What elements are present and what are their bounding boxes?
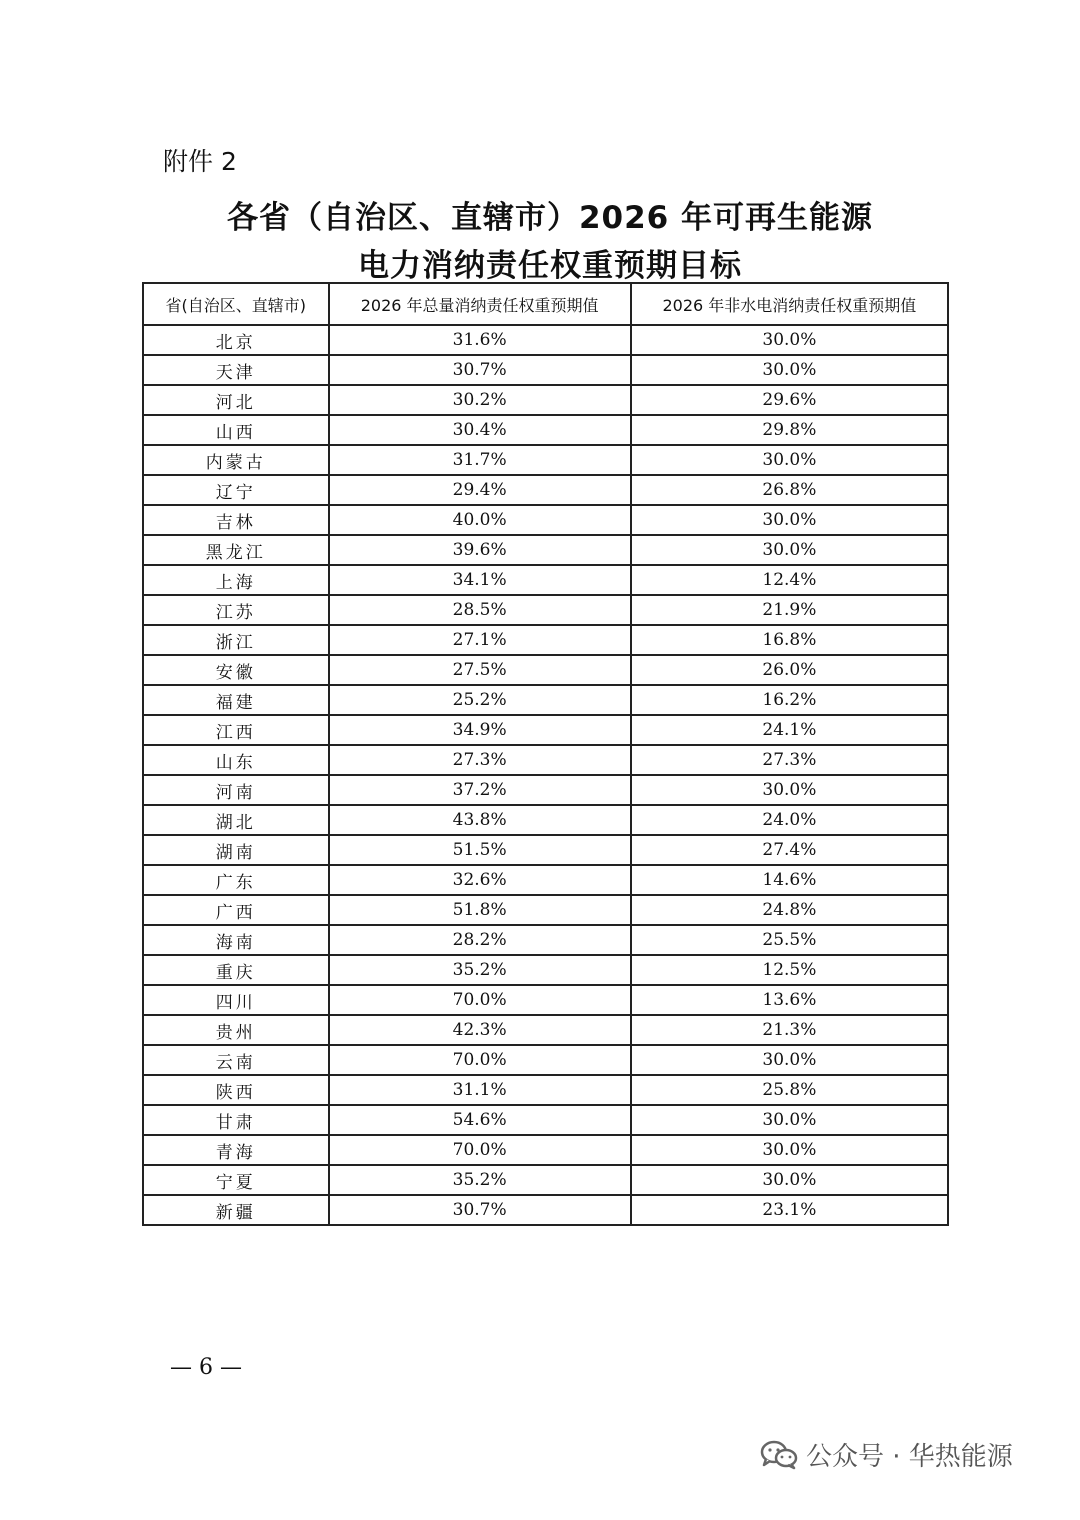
cell-nonhydro-weight: 30.0% [631, 355, 948, 385]
cell-nonhydro-weight: 26.8% [631, 475, 948, 505]
cell-nonhydro-weight: 29.8% [631, 415, 948, 445]
cell-province: 上海 [143, 565, 329, 595]
cell-province: 广东 [143, 865, 329, 895]
cell-total-weight: 30.7% [329, 1195, 631, 1225]
cell-province: 内蒙古 [143, 445, 329, 475]
table-row [143, 595, 948, 625]
cell-nonhydro-weight: 29.6% [631, 385, 948, 415]
cell-total-weight: 28.2% [329, 925, 631, 955]
table-row [143, 685, 948, 715]
header-nonhydro-weight: 2026 年非水电消纳责任权重预期值 [631, 283, 948, 325]
attachment-label: 附件 2 [163, 147, 237, 176]
cell-total-weight: 43.8% [329, 805, 631, 835]
table-row [143, 655, 948, 685]
table-row [143, 1015, 948, 1045]
table-row [143, 1075, 948, 1105]
table-row [143, 715, 948, 745]
cell-province: 江苏 [143, 595, 329, 625]
cell-nonhydro-weight: 23.1% [631, 1195, 948, 1225]
table-row [143, 835, 948, 865]
cell-total-weight: 32.6% [329, 865, 631, 895]
cell-total-weight: 70.0% [329, 985, 631, 1015]
table-row [143, 445, 948, 475]
cell-province: 辽宁 [143, 475, 329, 505]
cell-province: 青海 [143, 1135, 329, 1165]
table-row [143, 895, 948, 925]
cell-province: 宁夏 [143, 1165, 329, 1195]
cell-total-weight: 35.2% [329, 955, 631, 985]
cell-total-weight: 27.1% [329, 625, 631, 655]
cell-total-weight: 30.4% [329, 415, 631, 445]
cell-nonhydro-weight: 30.0% [631, 1105, 948, 1135]
cell-nonhydro-weight: 25.5% [631, 925, 948, 955]
cell-province: 四川 [143, 985, 329, 1015]
cell-province: 广西 [143, 895, 329, 925]
watermark [760, 1436, 1013, 1473]
cell-province: 陕西 [143, 1075, 329, 1105]
table-row [143, 775, 948, 805]
cell-total-weight: 39.6% [329, 535, 631, 565]
cell-nonhydro-weight: 30.0% [631, 1045, 948, 1075]
cell-province: 黑龙江 [143, 535, 329, 565]
cell-nonhydro-weight: 30.0% [631, 325, 948, 355]
table-row [143, 1135, 948, 1165]
cell-province: 山东 [143, 745, 329, 775]
cell-total-weight: 28.5% [329, 595, 631, 625]
table-row [143, 475, 948, 505]
table-row [143, 985, 948, 1015]
cell-total-weight: 30.2% [329, 385, 631, 415]
cell-total-weight: 34.1% [329, 565, 631, 595]
cell-nonhydro-weight: 27.3% [631, 745, 948, 775]
cell-province: 浙江 [143, 625, 329, 655]
cell-nonhydro-weight: 24.0% [631, 805, 948, 835]
cell-province: 海南 [143, 925, 329, 955]
page-number: — 6 — [170, 1355, 242, 1380]
cell-total-weight: 31.6% [329, 325, 631, 355]
cell-total-weight: 25.2% [329, 685, 631, 715]
cell-total-weight: 70.0% [329, 1135, 631, 1165]
cell-total-weight: 40.0% [329, 505, 631, 535]
cell-province: 吉林 [143, 505, 329, 535]
cell-nonhydro-weight: 30.0% [631, 445, 948, 475]
cell-nonhydro-weight: 24.1% [631, 715, 948, 745]
cell-total-weight: 29.4% [329, 475, 631, 505]
cell-total-weight: 31.1% [329, 1075, 631, 1105]
cell-province: 山西 [143, 415, 329, 445]
table-row [143, 865, 948, 895]
cell-province: 江西 [143, 715, 329, 745]
cell-total-weight: 31.7% [329, 445, 631, 475]
cell-total-weight: 42.3% [329, 1015, 631, 1045]
table-header-row [143, 283, 948, 325]
cell-nonhydro-weight: 25.8% [631, 1075, 948, 1105]
header-province: 省(自治区、直辖市) [143, 283, 329, 325]
table-row [143, 385, 948, 415]
cell-total-weight: 35.2% [329, 1165, 631, 1195]
cell-nonhydro-weight: 13.6% [631, 985, 948, 1015]
weights-table [142, 282, 949, 1226]
cell-province: 云南 [143, 1045, 329, 1075]
table-row [143, 325, 948, 355]
wechat-icon [760, 1440, 798, 1470]
table-row [143, 535, 948, 565]
cell-province: 福建 [143, 685, 329, 715]
cell-nonhydro-weight: 21.9% [631, 595, 948, 625]
cell-nonhydro-weight: 24.8% [631, 895, 948, 925]
table-row [143, 745, 948, 775]
cell-nonhydro-weight: 21.3% [631, 1015, 948, 1045]
cell-nonhydro-weight: 14.6% [631, 865, 948, 895]
table-row [143, 565, 948, 595]
table-row [143, 415, 948, 445]
table-row [143, 625, 948, 655]
table-row [143, 505, 948, 535]
cell-province: 湖南 [143, 835, 329, 865]
cell-nonhydro-weight: 30.0% [631, 1135, 948, 1165]
table-row [143, 955, 948, 985]
table-row [143, 355, 948, 385]
cell-province: 新疆 [143, 1195, 329, 1225]
cell-nonhydro-weight: 12.4% [631, 565, 948, 595]
cell-total-weight: 54.6% [329, 1105, 631, 1135]
cell-nonhydro-weight: 12.5% [631, 955, 948, 985]
cell-nonhydro-weight: 16.8% [631, 625, 948, 655]
cell-province: 贵州 [143, 1015, 329, 1045]
cell-province: 安徽 [143, 655, 329, 685]
cell-nonhydro-weight: 30.0% [631, 535, 948, 565]
header-total-weight: 2026 年总量消纳责任权重预期值 [329, 283, 631, 325]
cell-province: 湖北 [143, 805, 329, 835]
cell-total-weight: 27.3% [329, 745, 631, 775]
cell-province: 河南 [143, 775, 329, 805]
table-row [143, 805, 948, 835]
cell-nonhydro-weight: 27.4% [631, 835, 948, 865]
page-title-line1: 各省（自治区、直辖市）2026 年可再生能源 [226, 200, 874, 236]
table-row [143, 1195, 948, 1225]
page-title-line2: 电力消纳责任权重预期目标 [358, 248, 742, 284]
cell-total-weight: 51.8% [329, 895, 631, 925]
watermark-text: 公众号 · 华热能源 [806, 1442, 1013, 1472]
table-row [143, 1165, 948, 1195]
cell-province: 河北 [143, 385, 329, 415]
cell-nonhydro-weight: 30.0% [631, 775, 948, 805]
cell-nonhydro-weight: 16.2% [631, 685, 948, 715]
cell-province: 重庆 [143, 955, 329, 985]
cell-nonhydro-weight: 26.0% [631, 655, 948, 685]
cell-total-weight: 27.5% [329, 655, 631, 685]
cell-province: 天津 [143, 355, 329, 385]
cell-total-weight: 70.0% [329, 1045, 631, 1075]
table-row [143, 1105, 948, 1135]
cell-total-weight: 30.7% [329, 355, 631, 385]
cell-total-weight: 51.5% [329, 835, 631, 865]
table-row [143, 1045, 948, 1075]
cell-nonhydro-weight: 30.0% [631, 505, 948, 535]
cell-province: 北京 [143, 325, 329, 355]
cell-nonhydro-weight: 30.0% [631, 1165, 948, 1195]
cell-province: 甘肃 [143, 1105, 329, 1135]
cell-total-weight: 34.9% [329, 715, 631, 745]
table-row [143, 925, 948, 955]
cell-total-weight: 37.2% [329, 775, 631, 805]
